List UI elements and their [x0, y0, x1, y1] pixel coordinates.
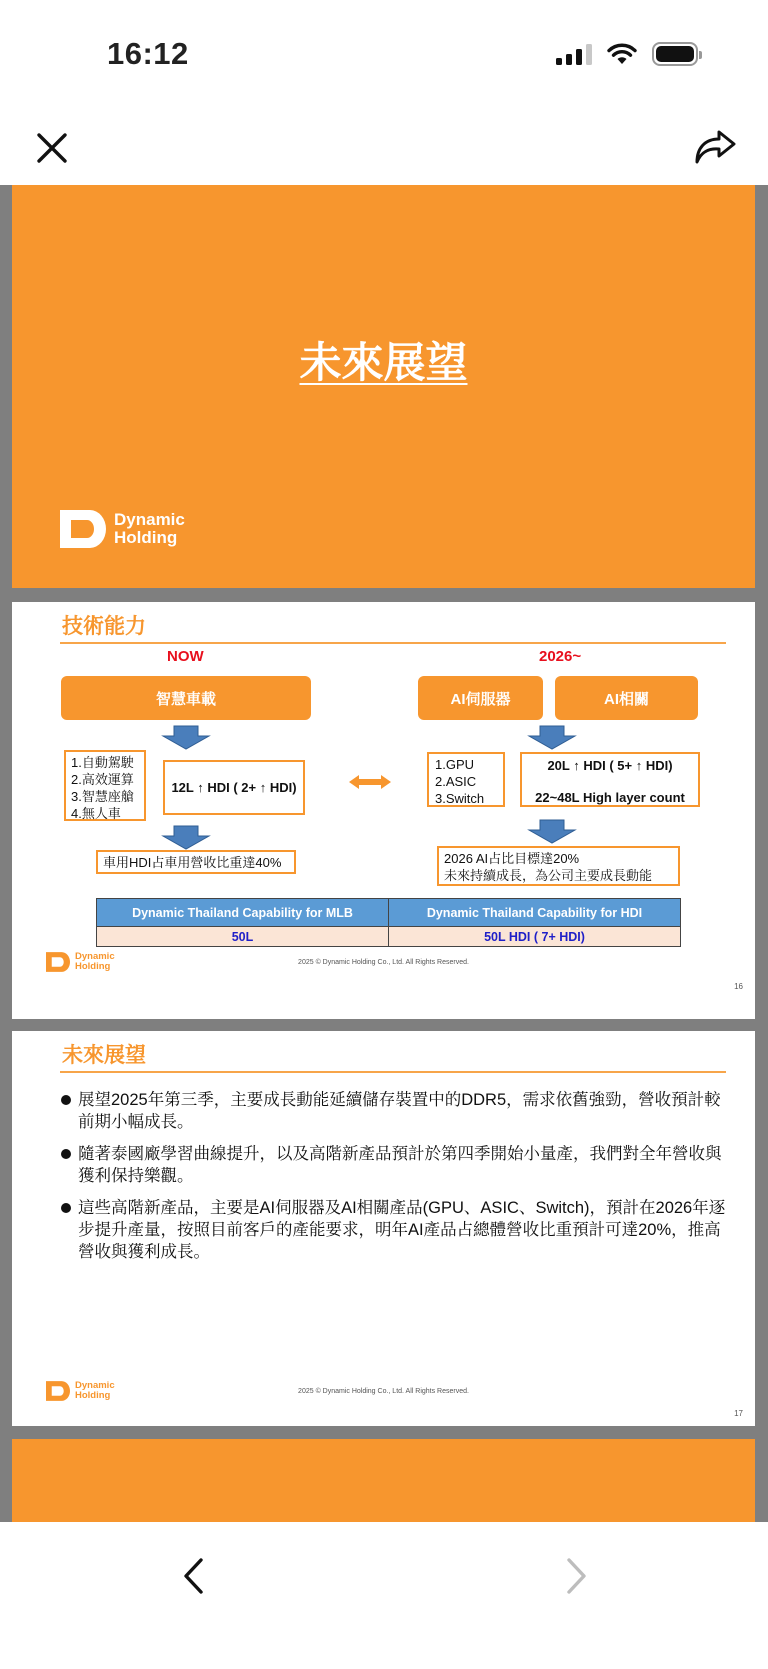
double-arrow-icon — [348, 774, 392, 790]
title-divider — [60, 1071, 726, 1073]
title-divider — [60, 642, 726, 644]
chevron-right-icon — [556, 1554, 596, 1598]
bullet-item: 展望2025年第三季，主要成長動能延續儲存裝置中的DDR5，需求依舊強勁，營收預計較前期小幅成長。 — [60, 1089, 728, 1133]
battery-icon — [652, 42, 698, 66]
page-number: 16 — [734, 982, 743, 991]
ai-related-pill: AI相關 — [555, 676, 698, 720]
down-arrow-icon — [527, 819, 577, 844]
ai-product-list: 1.GPU 2.ASIC 3.Switch — [427, 752, 505, 807]
chevron-left-icon[interactable] — [174, 1554, 214, 1598]
now-label: NOW — [167, 648, 204, 665]
mlb-capability-header: Dynamic Thailand Capability for MLB — [97, 899, 389, 927]
bullet-item: 這些高階新產品，主要是AI伺服器及AI相關產品(GPU、ASIC、Switch)，預計在2026年逐步提升產量，按照目前客戶的產能要求，明年AI產品占總體營收比重預計可達20%，推高營收與獲利成長。 — [60, 1197, 728, 1263]
car-application-list: 1.自動駕駛 2.高效運算 3.智慧座艙 4.無人車 — [64, 750, 146, 821]
down-arrow-icon — [527, 725, 577, 750]
logo-text: Dynamic Holding — [114, 510, 185, 547]
ai-hdi-spec: 20L ↑ HDI ( 5+ ↑ HDI) 22~48L High layer count — [520, 752, 700, 807]
slide-technology — [12, 602, 755, 1019]
slide-title: 技術能力 — [62, 615, 146, 638]
ai-server-pill: AI伺服器 — [418, 676, 543, 720]
viewer-toolbar — [0, 110, 768, 185]
status-icons — [556, 42, 698, 66]
outlook-bullets — [60, 1089, 728, 1273]
down-arrow-icon — [161, 825, 211, 850]
car-revenue-ratio: 車用HDI占車用營收比重達40% — [96, 850, 296, 874]
mlb-capability-value: 50L — [97, 927, 389, 947]
hdi-capability-value: 50L HDI ( 7+ HDI) — [389, 927, 681, 947]
close-icon[interactable] — [30, 126, 74, 170]
slide-viewer[interactable] — [0, 185, 768, 1522]
smart-car-pill: 智慧車載 — [61, 676, 311, 720]
copyright: 2025 © Dynamic Holding Co., Ltd. All Rights Reserved. — [298, 1388, 469, 1395]
footer-logo: Dynamic Holding — [46, 1381, 115, 1401]
slide-outlook — [12, 1031, 755, 1426]
car-hdi-spec: 12L ↑ HDI ( 2+ ↑ HDI) — [163, 760, 305, 815]
down-arrow-icon — [161, 725, 211, 750]
status-time: 16:12 — [107, 36, 189, 71]
bullet-item: 隨著泰國廠學習曲線提升，以及高階新產品預計於第四季開始小量產，我們對全年營收與獲利保持樂觀。 — [60, 1143, 728, 1187]
logo-mark-icon — [60, 510, 106, 548]
company-logo — [60, 510, 185, 548]
slide-cover — [12, 185, 755, 588]
copyright: 2025 © Dynamic Holding Co., Ltd. All Rights Reserved. — [298, 959, 469, 966]
slide-next-peek — [12, 1439, 755, 1522]
wifi-icon — [606, 42, 638, 66]
share-arrow-icon[interactable] — [692, 124, 738, 170]
future-label: 2026~ — [539, 648, 582, 665]
footer-logo: Dynamic Holding — [46, 952, 115, 972]
bottom-navigation — [0, 1522, 768, 1669]
cover-title: 未來展望 — [299, 339, 468, 386]
ai-target-box: 2026 AI占比目標達20% 未來持續成長，為公司主要成長動能 — [437, 846, 680, 886]
hdi-capability-header: Dynamic Thailand Capability for HDI — [389, 899, 681, 927]
page-number: 17 — [734, 1409, 743, 1418]
status-bar — [0, 0, 768, 110]
capability-table — [96, 898, 681, 947]
cellular-signal-icon — [556, 43, 592, 65]
slide-title: 未來展望 — [62, 1044, 146, 1067]
